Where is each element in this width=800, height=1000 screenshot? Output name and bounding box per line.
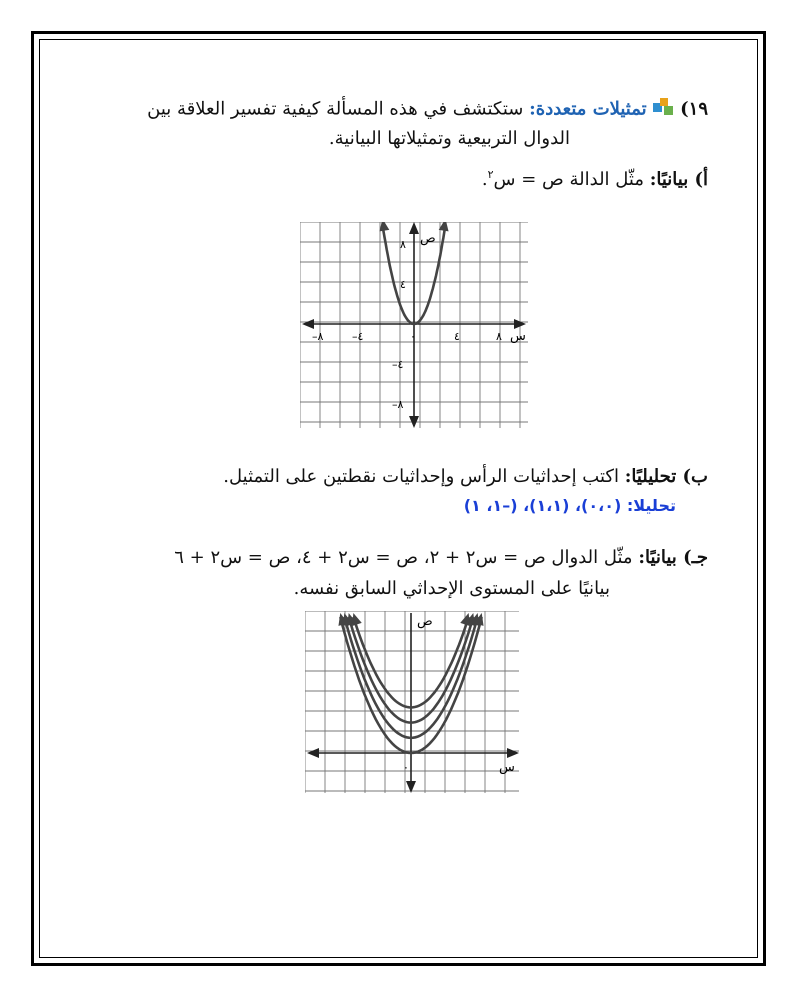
part-a-exponent: ٢: [487, 168, 494, 181]
graph1-x-label: س: [510, 329, 526, 344]
problem-intro-line2: الدوال التربيعية وتمثيلاتها البيانية.: [328, 128, 570, 149]
graph1-tick-x-8: ٨: [496, 330, 502, 343]
problem-number: ١٩): [680, 98, 708, 120]
graph1-curve-arrow-left: [379, 222, 389, 231]
part-c-line2: بيانيًا على المستوى الإحداثي السابق نفسه.: [293, 578, 610, 599]
problem-title: تمثيلات متعددة:: [529, 98, 647, 120]
problem-intro-line1: ستكتشف في هذه المسألة كيفية تفسير العلاقة بين: [147, 98, 524, 120]
part-b-label: ب) تحليليًا:: [624, 466, 708, 487]
part-a-text: مثّل الدالة ص = س: [493, 169, 644, 190]
part-b-text: اكتب إحداثيات الرأس وإحداثيات نقطتين على التمثيل.: [223, 466, 619, 487]
graph1-tick-x-4: ٤: [454, 330, 460, 343]
part-a-label: أ) بيانيًا:: [649, 169, 708, 190]
graph2-x-arrow-left: [307, 748, 319, 758]
graph1-origin: ٠: [410, 330, 416, 343]
graph2-grid: [305, 611, 519, 793]
graph2-y-label: ص: [417, 614, 433, 629]
multiple-representations-icon: [652, 97, 674, 122]
graph1-tick-y-4: ٤: [400, 278, 406, 291]
graph2-x-label: س: [499, 760, 515, 775]
part-b: [223, 466, 708, 487]
graph2-x-arrow-right: [507, 748, 519, 758]
graph1-y-label: ص: [420, 231, 436, 246]
graph1-tick-x-neg4: –٤: [352, 330, 364, 343]
part-c-line1: مثّل الدوال ص = س٢ + ٢، ص = س٢ + ٤، ص = س٢ + ٦: [174, 547, 633, 568]
graph2-axes: [307, 613, 519, 793]
part-c: [174, 547, 708, 568]
graph-parabola: [300, 222, 528, 428]
graph1-tick-x-neg8: –٨: [312, 330, 324, 343]
parabola-arrow-shift-6-left: [352, 613, 362, 626]
part-a-end: .: [481, 169, 488, 190]
problem-header: [147, 97, 708, 122]
graph1-x-arrow-left: [302, 319, 314, 329]
graph-shifted-parabolas: [305, 611, 519, 793]
part-c-label: جـ) بيانيًا:: [638, 547, 708, 568]
graph1-tick-y-neg8: –٨: [392, 398, 404, 411]
graph1-tick-y-8: ٨: [400, 238, 406, 251]
part-a: [482, 168, 708, 190]
graph1-y-arrow-top: [409, 222, 419, 234]
graph2-origin: ٠: [403, 761, 409, 774]
graph1-tick-y-neg4: –٤: [392, 358, 404, 371]
part-b-answer: تحليلا: (٠،٠)، (١،١)، (–١، ١): [463, 496, 676, 515]
